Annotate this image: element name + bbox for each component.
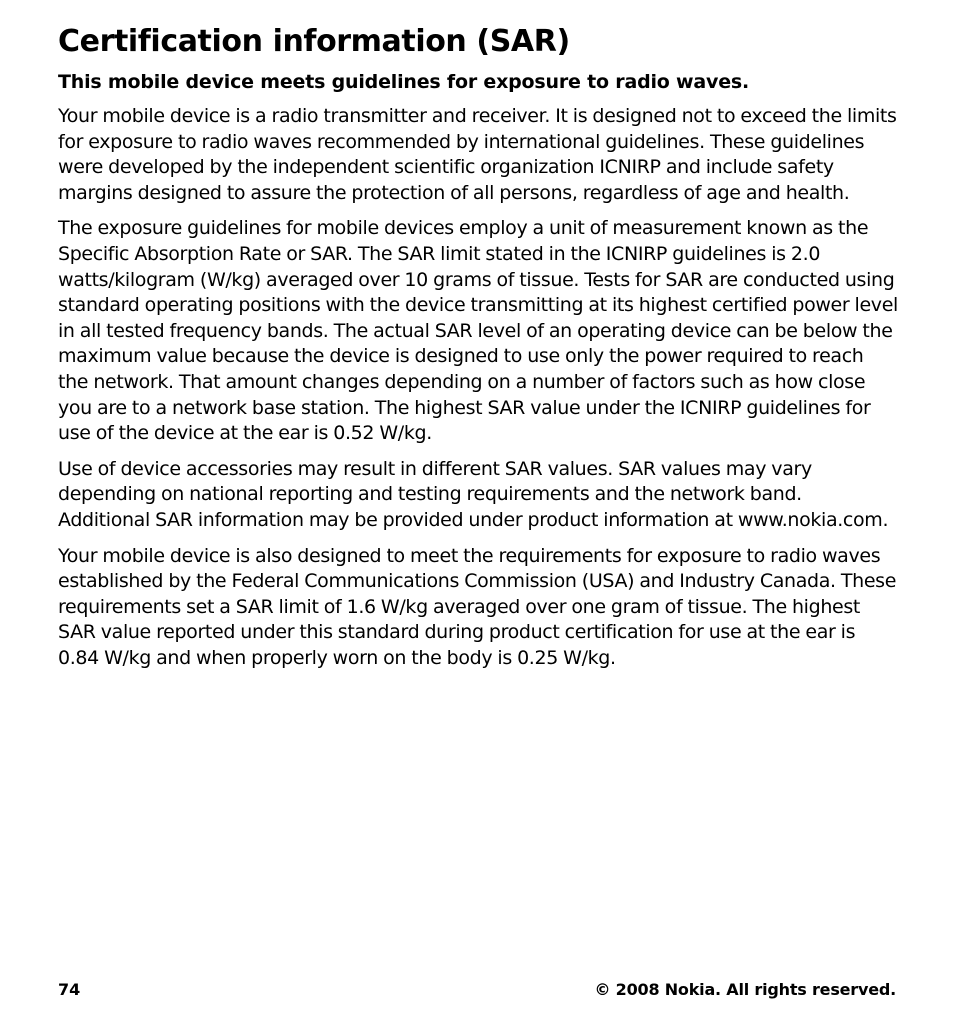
document-page: [58, 22, 898, 671]
paragraph-sar-measurement: The exposure guidelines for mobile devices employ a unit of measurement known as the Specific Absorption Rate or SAR. The SAR limit stated in the ICNIRP guidelines is 2.0 watts/kilogram (W/kg) averaged over 10 grams of tissue. Tests for SAR are conducted using standard operating positions with the device transmitting at its highest certified power level in all tested frequency bands. The actual SAR level of an operating device can be below the maximum value because the device is designed to use only the power required to reach the network. That amount changes depending on a number of factors such as how close you are to a network base station. The highest SAR value under the ICNIRP guidelines for use of the device at the ear is 0.52 W/kg.: [58, 217, 898, 445]
paragraph-radio-transmitter: Your mobile device is a radio transmitter and receiver. It is designed not to exceed the limits for exposure to radio waves recommended by international guidelines. These guidelines were developed by the independent scientific organization ICNIRP and include safety margins designed to assure the protection of all persons, regardless of age and health.: [58, 105, 897, 204]
page-title: Certification information (SAR): [58, 24, 570, 59]
section-subheading: This mobile device meets guidelines for exposure to radio waves.: [58, 71, 750, 93]
paragraph-fcc-requirements: Your mobile device is also designed to meet the requirements for exposure to radio waves established by the Federal Communications Commission (USA) and Industry Canada. These requirements set a SAR limit of 1.6 W/kg averaged over one gram of tissue. The highest SAR value reported under this standard during product certification for use at the ear is 0.84 W/kg and when properly worn on the body is 0.25 W/kg.: [58, 544, 897, 669]
copyright-notice: © 2008 Nokia. All rights reserved.: [594, 980, 896, 999]
page-footer: [58, 978, 896, 1002]
paragraph-accessories: Use of device accessories may result in different SAR values. SAR values may vary depending on national reporting and testing requirements and the network band. Additional SAR information may be provided under product information at www.nokia.com.: [58, 457, 889, 531]
page-number: 74: [58, 980, 81, 999]
